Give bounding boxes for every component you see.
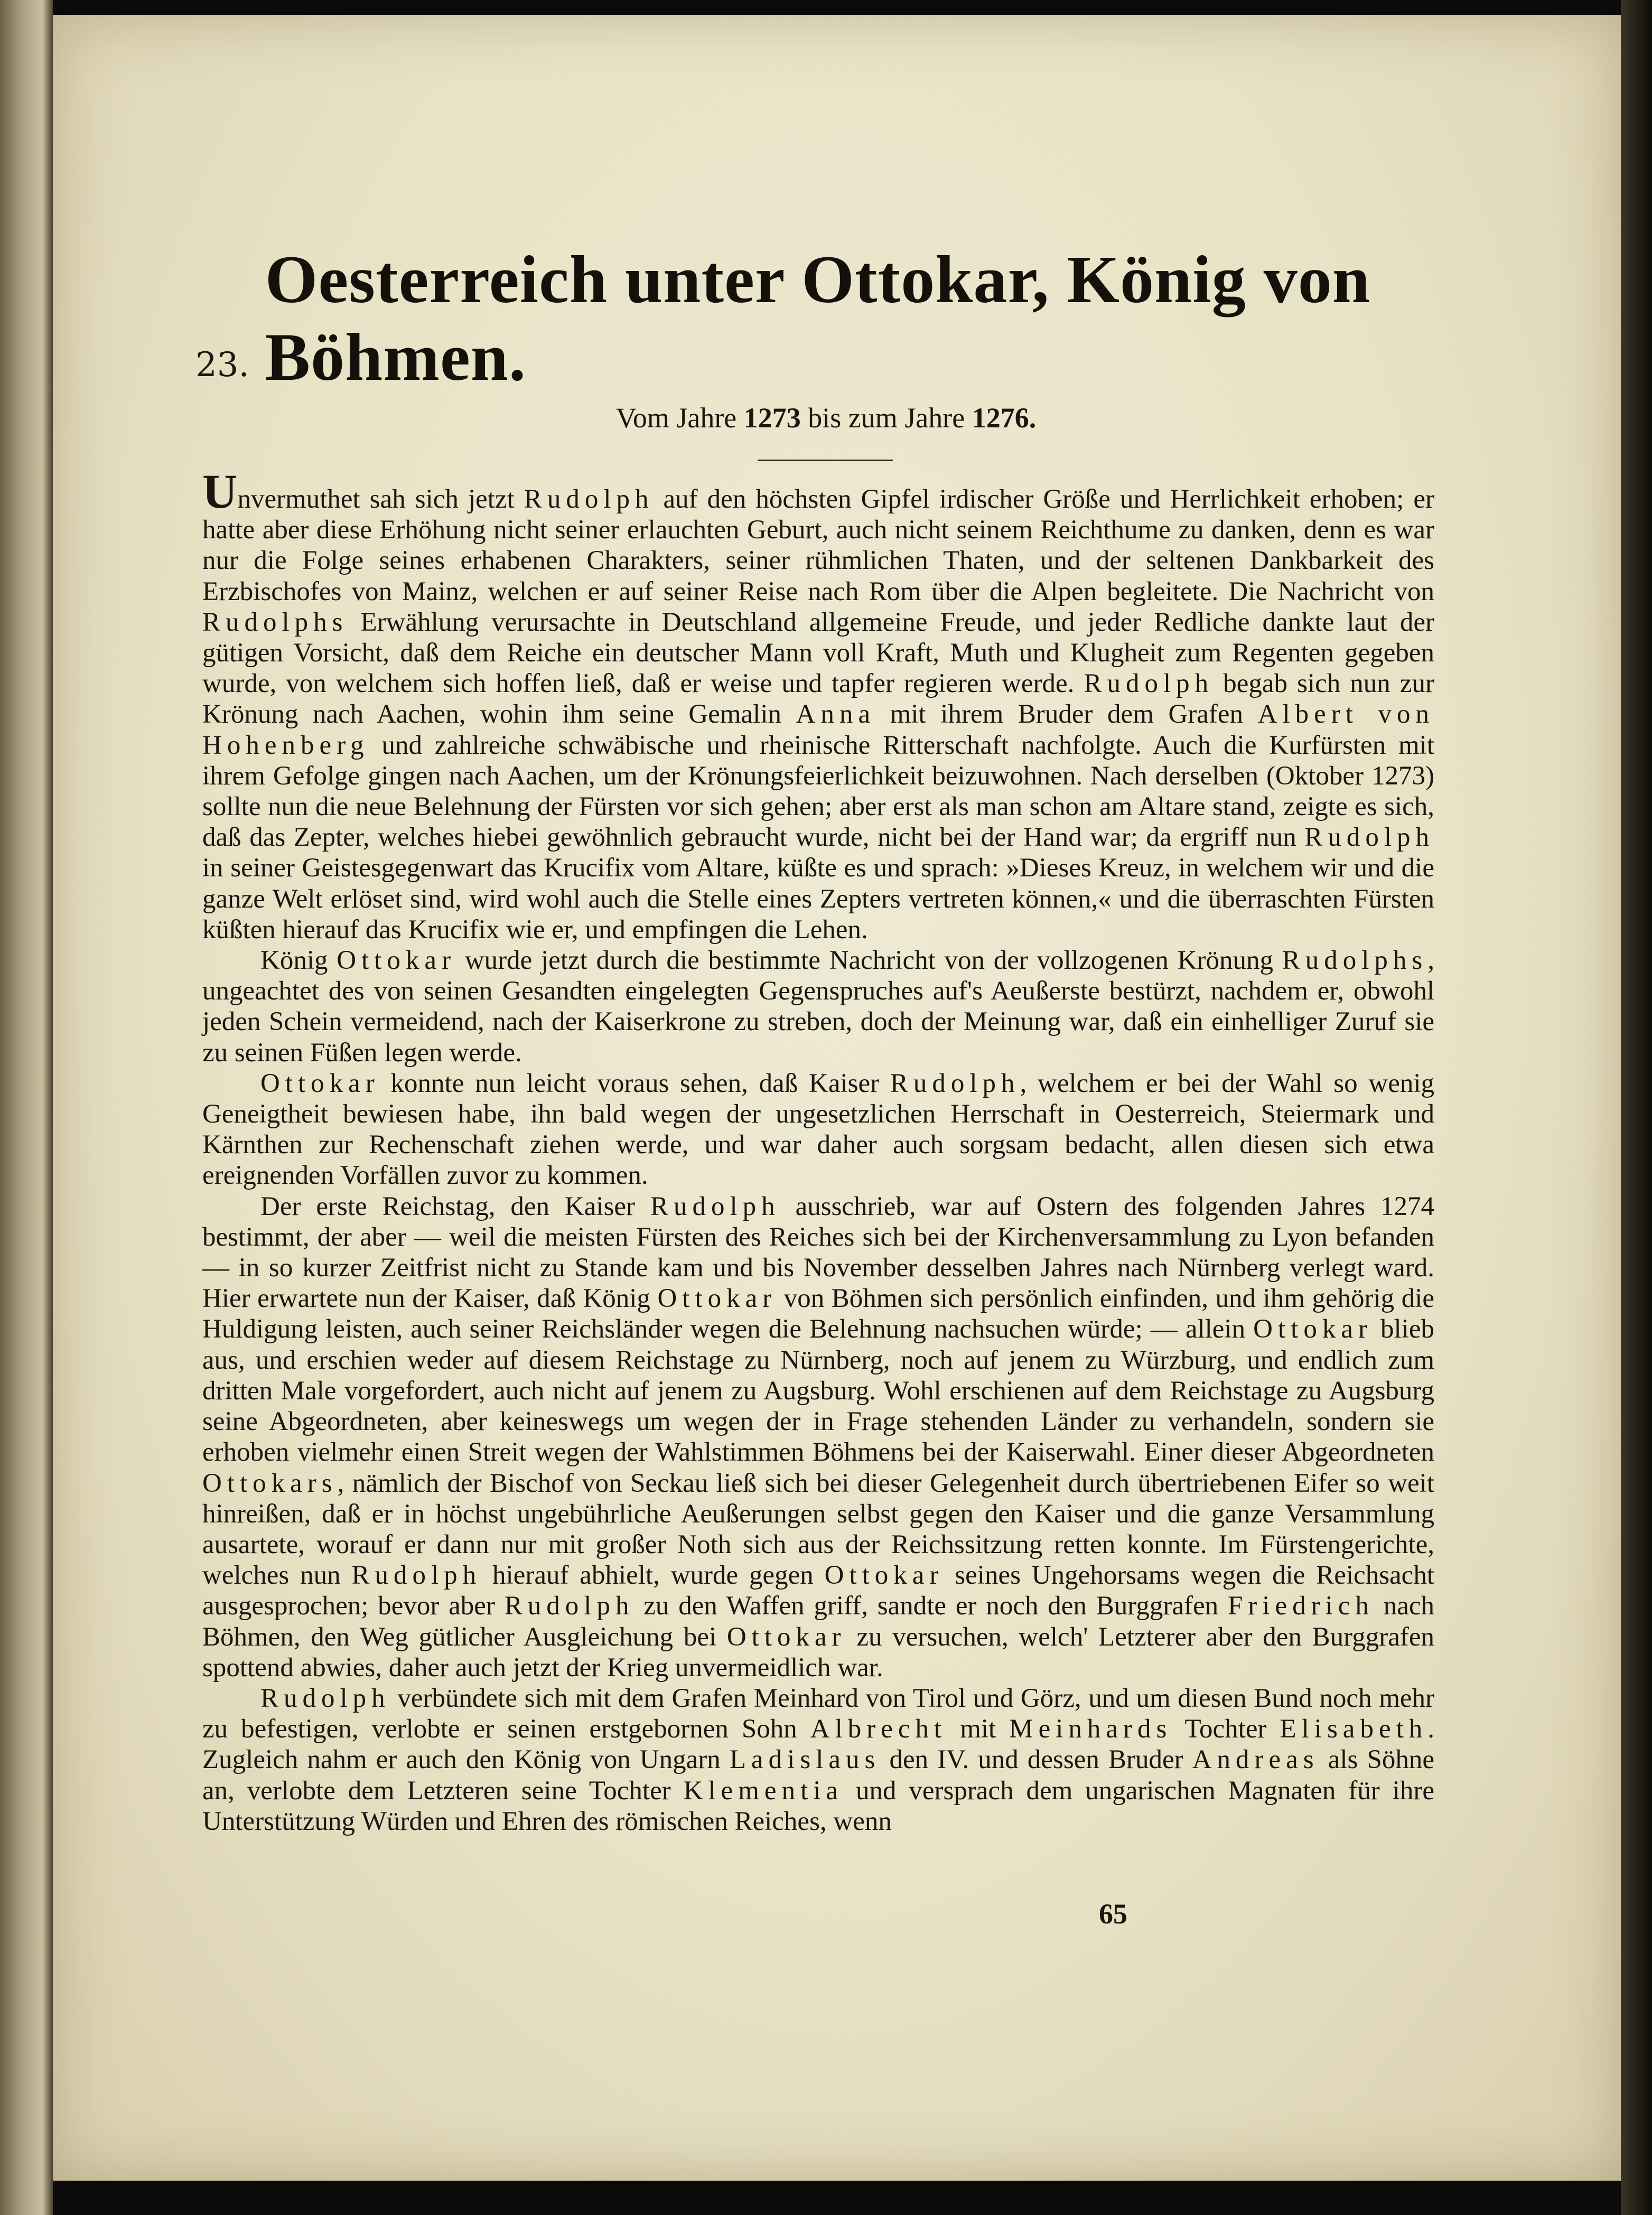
- spaced-name: Anna: [796, 699, 876, 730]
- previous-page-edge: [0, 0, 53, 2215]
- text-run: und versprach dem ungarischen Magnaten für ihre Unterstützung Würden und Ehren des römischen Reiches, wenn: [202, 1775, 1434, 1836]
- spaced-name: Ottokars: [202, 1468, 338, 1498]
- spaced-name: Ottokar: [260, 1068, 380, 1098]
- text-run: den IV. und dessen Bruder: [880, 1745, 1192, 1775]
- text-run: , welchem er bei der Wahl so wenig Geneigtheit bewiesen habe, ihn bald wegen der ungesetzlichen Herrschaft in Oesterreich, Steiermark und Kärnthen zur Rechenschaft ziehen werde, und war daher auch sorgsam bedacht, allen diesen sich etwa ereignenden Vorfällen zuvor zu kommen.: [202, 1068, 1434, 1191]
- chapter-title: Oesterreich unter Ottokar, König von Böhmen.: [265, 242, 1370, 395]
- spaced-name: Rudolph: [1304, 823, 1434, 853]
- spaced-name: Rudolphs: [202, 607, 348, 637]
- spaced-name: Ottokar: [824, 1560, 944, 1591]
- spaced-name: Rudolphs: [1282, 946, 1428, 976]
- text-run: konnte nun leicht voraus sehen, daß Kaiser: [379, 1068, 890, 1098]
- book-edge-shadow: [1621, 0, 1652, 2215]
- text-run: auf den höchsten Gipfel irdischer Größe und Herrlichkeit erhoben; er hatte aber diese Erhöhung nicht seiner erlauchten Geburt, auch nicht seinem Reichthume zu danken, denn es war nur die Folge seines erhabenen Charakters, seiner rühmlichen Thaten, und der seltenen Dankbarkeit des Erzbischofes von Mainz, welchen er auf seiner Reise nach Rom über die Alpen begleitete. Die Nachricht von: [202, 484, 1435, 606]
- paragraph: [202, 945, 1434, 1068]
- text-run: mit ihrem Bruder dem Grafen: [875, 699, 1258, 730]
- spaced-name: Rudolph: [504, 1591, 634, 1621]
- text-run: seines Ungehorsams wegen die Reichsacht ausgesprochen; bevor aber: [202, 1560, 1434, 1621]
- text-run: . Zugleich nahm er auch den König von Ungarn: [202, 1714, 1434, 1775]
- spaced-name: Rudolph: [890, 1068, 1020, 1098]
- text-run: und zahlreiche schwäbische und rheinische Ritterschaft nachfolgte. Auch die Kurfürsten mit ihrem Gefolge gingen nach Aachen, um der Krönungsfeierlichkeit beizuwohnen. Nach derselben (Oktober 1273) sollte nun die neue Belehnung der Fürsten vor sich gehen; aber erst als man schon am Altare stand, zeigte es sich, daß das Zepter, welches hiebei gewöhnlich gebraucht wurde, nicht bei der Hand war; da ergriff nun: [202, 730, 1434, 853]
- chapter-subtitle: [0, 401, 1652, 434]
- text-run: Der erste Reichstag, den Kaiser: [260, 1191, 650, 1221]
- text-run: ausschrieb, war auf Ostern des folgenden Jahres 1274 bestimmt, der aber — weil die meisten Fürsten des Reiches sich bei der Kirchenversammlung zu Lyon befanden — in so kurzer Zeitfrist nicht zu Stande kam und bis November desselben Jahres nach Nürnberg verlegt ward. Hier erwartete nun der Kaiser, daß König: [202, 1191, 1434, 1314]
- text-run: wurde jetzt durch die bestimmte Nachricht von der vollzogenen Krönung: [456, 946, 1282, 976]
- spaced-name: Ottokar: [337, 946, 456, 976]
- text-run: Tochter: [1172, 1714, 1280, 1744]
- paragraph: [202, 1068, 1434, 1191]
- paragraph: [202, 464, 1435, 945]
- text-run: in seiner Geistesgegenwart das Krucifix vom Altare, küßte es und sprach: »Dieses Kreuz, in welchem wir und die ganze Welt erlöset sind, wird wohl auch die Stelle eines Zepters vertreten können,« und die überraschten Fürsten küßten hierauf das Krucifix wie er, und empfingen die Lehen.: [202, 853, 1434, 945]
- body-text: [202, 464, 1435, 1837]
- year-start: 1273: [743, 402, 801, 434]
- spaced-name: Albert von Hohenberg: [202, 699, 1434, 760]
- text-run: König: [260, 946, 337, 976]
- text-run: , nämlich der Bischof von Seckau ließ sich bei dieser Gelegenheit durch übertriebenen Eifer so weit hinreißen, daß er in höchst ungebührliche Aeußerungen selbst gegen den Kaiser und die ganze Versammlung ausartete, worauf er dann nur mit großer Noth sich aus der Reichssitzung retten konnte. Im Fürstengerichte, welches nun: [202, 1468, 1434, 1591]
- text-run: nvermuthet sah sich jetzt: [237, 484, 524, 514]
- text-run: als Söhne an, verlobte dem Letzteren seine Tochter: [202, 1745, 1435, 1806]
- spaced-name: Ottokar: [1253, 1314, 1373, 1344]
- spaced-name: Ladislaus: [729, 1745, 881, 1775]
- spaced-name: Klementia: [683, 1775, 844, 1806]
- spaced-name: Rudolph: [524, 484, 654, 514]
- subtitle-prefix: Vom Jahre: [615, 402, 737, 434]
- spaced-name: Andreas: [1192, 1745, 1319, 1775]
- text-run: zu den Waffen griff, sandte er noch den Burggrafen: [634, 1591, 1228, 1621]
- text-run: hierauf abhielt, wurde gegen: [481, 1560, 825, 1591]
- year-end: 1276.: [972, 402, 1037, 434]
- text-run: zu versuchen, welch' Letzterer aber den Burggrafen spottend abwies, daher auch jetzt der Krieg unvermeidlich war.: [202, 1622, 1434, 1683]
- spaced-name: Albrecht: [810, 1714, 947, 1744]
- spaced-name: Ottokar: [657, 1284, 777, 1314]
- spaced-name: Ottokar: [726, 1622, 846, 1652]
- text-run: Erwählung verursachte in Deutschland allgemeine Freude, und jeder Redliche dankte laut der gütigen Vorsicht, daß dem Reiche ein deutscher Mann voll Kraft, Muth und Klugheit zum Regenten gegeben wurde, von welchem sich hoffen ließ, daß er weise und tapfer regieren werde.: [202, 607, 1434, 699]
- text-run: begab sich nun zur Krönung nach Aachen, wohin ihm seine Gemalin: [202, 669, 1434, 730]
- page-number: 65: [1099, 1898, 1127, 1930]
- spaced-name: Meinhards: [1009, 1714, 1172, 1744]
- text-run: mit: [947, 1714, 1010, 1744]
- text-run: nach Böhmen, den Weg gütlicher Ausgleichung bei: [202, 1591, 1434, 1652]
- spaced-name: Elisabeth: [1280, 1714, 1428, 1744]
- text-run: , ungeachtet des von seinen Gesandten eingelegten Gegenspruches auf's Aeußerste bestürzt, nachdem er, obwohl jeden Schein vermeidend, nach der Kaiserkrone zu streben, doch der Meinung war, daß ein einhelliger Zuruf sie zu seinen Füßen legen werde.: [202, 946, 1435, 1068]
- spaced-name: Rudolph: [1084, 669, 1214, 699]
- chapter-number: 23.: [195, 345, 249, 385]
- text-run: blieb aus, und erschien weder auf diesem Reichstage zu Nürnberg, noch auf jenem zu Würzburg, und endlich zum dritten Male vorgefordert, auch nicht auf jenem zu Augsburg. Wohl erschienen auf dem Reichstage zu Augsburg seine Abgeordneten, aber keineswegs um wegen der in Frage stehenden Länder zu verhandeln, sondern sie erhoben vielmehr einen Streit wegen der Wahlstimmen Böhmens bei der Kaiserwahl. Einer dieser Abgeordneten: [202, 1314, 1435, 1468]
- text-run: verbündete sich mit dem Grafen Meinhard von Tirol und Görz, und um diesen Bund noch mehr zu befestigen, verlobte er seinen erstgebornen Sohn: [202, 1683, 1434, 1744]
- paragraph: [202, 1683, 1434, 1837]
- spaced-name: Rudolph: [351, 1560, 482, 1591]
- drop-cap: U: [202, 464, 238, 518]
- spaced-name: Rudolph: [260, 1683, 390, 1713]
- spaced-name: Friedrich: [1227, 1591, 1374, 1621]
- chapter-heading: [195, 242, 1437, 396]
- heading-divider: [758, 460, 893, 461]
- spaced-name: Rudolph: [650, 1191, 780, 1221]
- paragraph: [202, 1191, 1434, 1683]
- subtitle-mid: bis zum Jahre: [808, 402, 965, 434]
- text-run: von Böhmen sich persönlich einfinden, und ihm gehörig die Huldigung leisten, auch seiner Reichsländer wegen die Belehnung nachsuchen würde; — allein: [202, 1284, 1434, 1344]
